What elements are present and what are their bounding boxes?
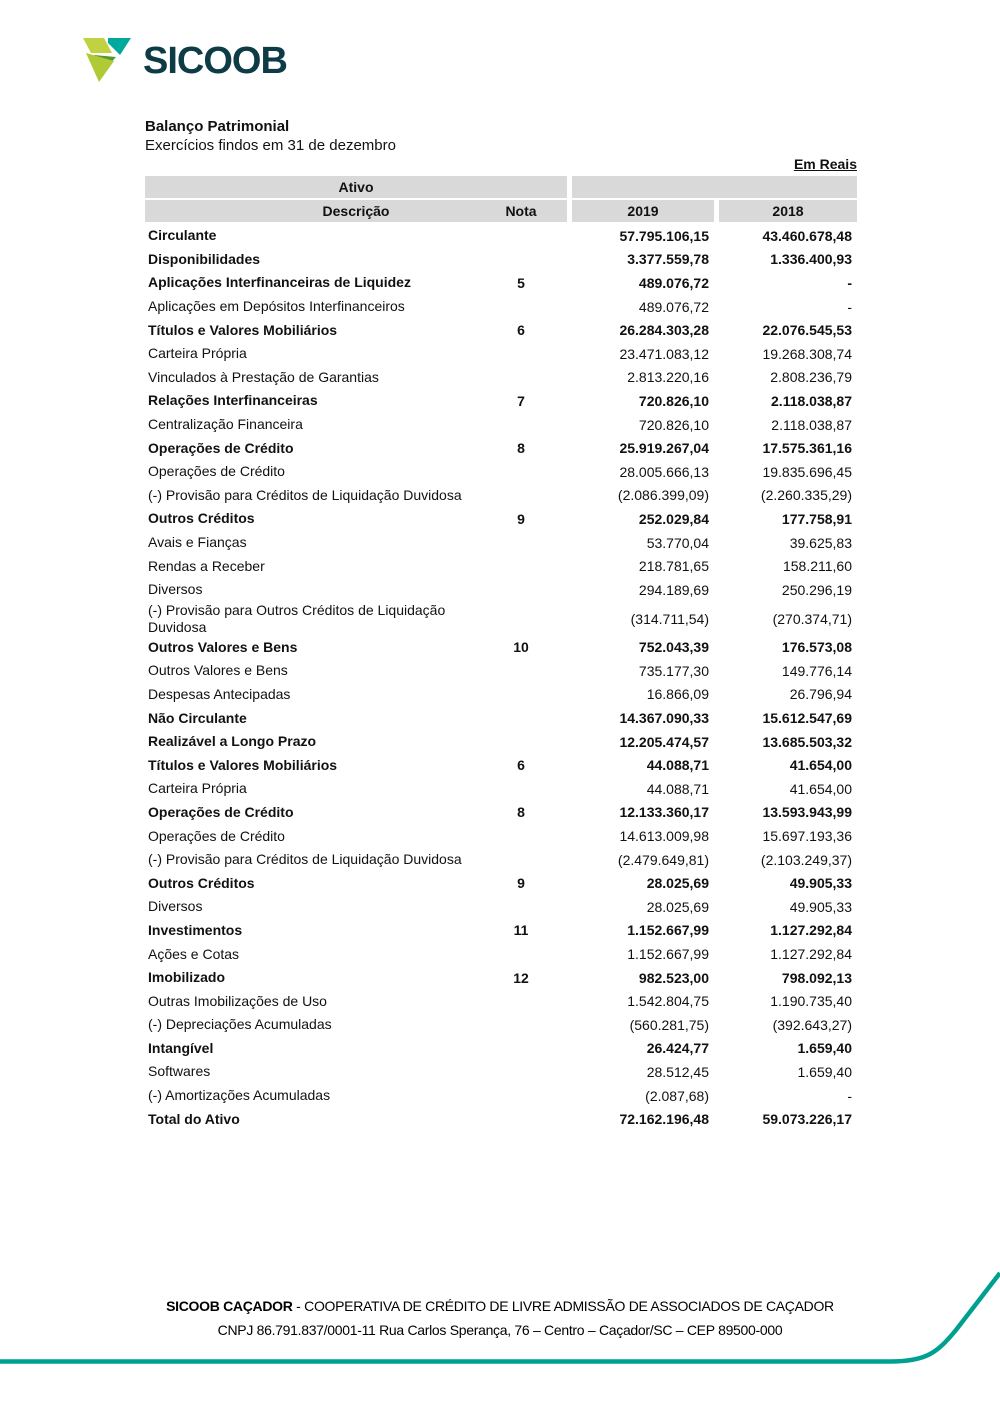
balance-sheet-table: [145, 176, 857, 1131]
table-row: [145, 1037, 857, 1061]
row-value-2018: 15.612.547,69: [762, 710, 852, 727]
row-value-2019: 2.813.220,16: [627, 369, 709, 386]
row-value-2018: 43.460.678,48: [762, 227, 852, 244]
row-value-2018: 22.076.545,53: [762, 322, 852, 339]
row-value-2018: (2.260.335,29): [760, 487, 852, 504]
page-title: Balanço Patrimonial: [145, 118, 290, 135]
row-description: Não Circulante: [148, 709, 247, 726]
row-description: Intangível: [148, 1039, 214, 1056]
sicoob-logo-icon: [80, 38, 134, 84]
row-description: Total do Ativo: [148, 1110, 240, 1127]
row-value-2019: (314.711,54): [630, 610, 709, 627]
footer-line-2: CNPJ 86.791.837/0001-11 Rua Carlos Sperança, 76 – Centro – Caçador/SC – CEP 89500-000: [217, 1322, 783, 1338]
row-note: 6: [517, 757, 525, 774]
table-row: [145, 871, 857, 895]
table-row: [145, 966, 857, 990]
row-value-2019: 28.025,69: [646, 875, 709, 892]
col-header-descricao: Descrição: [322, 203, 390, 219]
table-row: [145, 1107, 857, 1131]
table-row: [145, 636, 857, 660]
row-value-2019: 218.781,65: [638, 558, 709, 575]
row-description: Imobilizado: [148, 969, 225, 986]
row-description: (-) Provisão para Outros Créditos de Liquidação Duvidosa: [148, 601, 446, 635]
row-value-2018: -: [847, 274, 852, 291]
footer-org-rest: - COOPERATIVA DE CRÉDITO DE LIVRE ADMISSÃO DE ASSOCIADOS DE CAÇADOR: [292, 1298, 834, 1314]
row-description: Vinculados à Prestação de Garantias: [148, 368, 379, 385]
row-value-2019: 44.088,71: [646, 757, 709, 774]
row-value-2019: 28.512,45: [646, 1063, 709, 1080]
row-note: 12: [513, 969, 529, 986]
row-value-2018: 2.118.038,87: [771, 416, 852, 433]
table-row: [145, 366, 857, 390]
row-value-2018: 26.796,94: [789, 686, 852, 703]
row-value-2019: (2.479.649,81): [617, 851, 709, 868]
row-value-2019: 25.919.267,04: [619, 440, 709, 457]
table-row: [145, 531, 857, 555]
row-description: Rendas a Receber: [148, 557, 265, 574]
row-value-2018: 158.211,60: [782, 558, 852, 575]
table-row: [145, 824, 857, 848]
row-description: Relações Interfinanceiras: [148, 392, 318, 409]
brand-name: SICOOB: [143, 40, 287, 82]
row-description: Títulos e Valores Mobiliários: [148, 321, 338, 338]
row-description: (-) Provisão para Créditos de Liquidação Duvidosa: [148, 851, 462, 868]
row-value-2018: 49.905,33: [789, 898, 852, 915]
table-row: [145, 436, 857, 460]
row-value-2018: 1.336.400,93: [770, 251, 852, 268]
table-row: [145, 1060, 857, 1084]
row-description: Operações de Crédito: [148, 803, 294, 820]
row-note: 7: [517, 392, 525, 409]
table-row: [145, 777, 857, 801]
row-value-2018: 19.835.696,45: [762, 463, 852, 480]
table-row: [145, 224, 857, 248]
row-description: Disponibilidades: [148, 250, 261, 267]
row-value-2019: 3.377.559,78: [627, 251, 709, 268]
group-header-ativo: Ativo: [145, 176, 567, 198]
row-note: 6: [517, 322, 525, 339]
table-row: [145, 578, 857, 602]
table-row: [145, 753, 857, 777]
table-row: [145, 602, 857, 636]
row-description: (-) Amortizações Acumuladas: [148, 1087, 331, 1104]
row-value-2018: 149.776,14: [781, 662, 852, 679]
table-row: [145, 1084, 857, 1108]
row-note: 8: [517, 440, 525, 457]
row-value-2018: 41.654,00: [789, 757, 852, 774]
row-description: Operações de Crédito: [148, 439, 294, 456]
row-description: Centralização Financeira: [148, 416, 303, 433]
row-value-2018: 13.685.503,32: [762, 733, 852, 750]
row-value-2018: 1.659,40: [797, 1063, 852, 1080]
table-row: [145, 318, 857, 342]
row-description: Outros Valores e Bens: [148, 638, 298, 655]
row-value-2018: 39.625,83: [789, 534, 852, 551]
row-value-2018: 59.073.226,17: [762, 1111, 852, 1128]
row-description: Operações de Crédito: [148, 827, 285, 844]
row-description: Carteira Própria: [148, 345, 247, 362]
table-row: [145, 342, 857, 366]
row-note: 10: [513, 639, 529, 656]
row-description: Despesas Antecipadas: [148, 685, 291, 702]
table-row: [145, 507, 857, 531]
row-value-2019: 752.043,39: [638, 639, 709, 656]
row-value-2018: (270.374,71): [772, 610, 852, 627]
row-value-2018: 17.575.361,16: [762, 440, 852, 457]
row-value-2018: 13.593.943,99: [762, 804, 852, 821]
row-value-2018: 177.758,91: [781, 510, 852, 527]
row-description: Outras Imobilizações de Uso: [148, 992, 327, 1009]
row-description: Realizável a Longo Prazo: [148, 733, 317, 750]
row-value-2019: 489.076,72: [638, 298, 709, 315]
row-value-2019: 26.424,77: [646, 1040, 709, 1057]
table-column-header-row: [145, 200, 857, 222]
row-description: Operações de Crédito: [148, 463, 285, 480]
row-description: Outros Valores e Bens: [148, 662, 288, 679]
row-description: (-) Depreciações Acumuladas: [148, 1016, 332, 1033]
table-row: [145, 389, 857, 413]
row-value-2018: -: [847, 298, 852, 315]
table-row: [145, 1013, 857, 1037]
row-value-2019: 720.826,10: [638, 416, 709, 433]
table-row: [145, 554, 857, 578]
table-row: [145, 248, 857, 272]
row-value-2018: (392.643,27): [772, 1016, 852, 1033]
row-description: Outros Créditos: [148, 874, 255, 891]
table-row: [145, 942, 857, 966]
title-block: [145, 117, 396, 155]
sicoob-logo: [80, 38, 287, 84]
row-value-2019: (2.087,68): [645, 1087, 709, 1104]
row-value-2019: 1.152.667,99: [627, 922, 709, 939]
row-value-2018: 176.573,08: [781, 639, 852, 656]
row-description: Softwares: [148, 1063, 211, 1080]
table-row: [145, 271, 857, 295]
col-header-nota: Nota: [505, 203, 537, 219]
row-description: (-) Provisão para Créditos de Liquidação Duvidosa: [148, 486, 462, 503]
row-value-2019: 294.189,69: [638, 581, 709, 598]
row-value-2019: 14.613.009,98: [619, 828, 709, 845]
row-value-2018: 798.092,13: [781, 969, 852, 986]
row-description: Aplicações em Depósitos Interfinanceiros: [148, 298, 405, 315]
table-row: [145, 730, 857, 754]
row-value-2018: 250.296,19: [781, 581, 852, 598]
table-body: [145, 224, 857, 1131]
row-value-2018: 1.190.735,40: [770, 993, 852, 1010]
row-value-2018: 2.118.038,87: [771, 392, 852, 409]
row-value-2019: 26.284.303,28: [619, 322, 709, 339]
table-row: [145, 484, 857, 508]
footer-org-name: SICOOB CAÇADOR: [166, 1298, 293, 1314]
col-header-description-cell: [145, 200, 567, 222]
row-value-2019: 735.177,30: [638, 662, 709, 679]
row-value-2019: 53.770,04: [646, 534, 709, 551]
row-value-2019: 28.005.666,13: [619, 463, 709, 480]
row-value-2019: 982.523,00: [638, 969, 709, 986]
row-note: 9: [517, 875, 525, 892]
table-row: [145, 919, 857, 943]
row-value-2018: 1.659,40: [797, 1040, 852, 1057]
row-value-2019: 1.152.667,99: [627, 946, 709, 963]
row-description: Títulos e Valores Mobiliários: [148, 756, 338, 773]
currency-note: Em Reais: [793, 156, 857, 172]
decorative-swoosh: [0, 1250, 1000, 1380]
row-value-2019: 12.133.360,17: [619, 804, 709, 821]
row-value-2019: 72.162.196,48: [619, 1111, 709, 1128]
table-group-header-row: [145, 176, 857, 198]
row-description: Circulante: [148, 227, 217, 244]
table-row: [145, 413, 857, 437]
row-value-2018: (2.103.249,37): [760, 851, 852, 868]
row-description: Avais e Fianças: [148, 534, 247, 551]
table-row: [145, 460, 857, 484]
page-subtitle: Exercícios findos em 31 de dezembro: [145, 137, 396, 154]
row-value-2019: 28.025,69: [646, 898, 709, 915]
row-value-2019: (560.281,75): [629, 1016, 709, 1033]
row-description: Diversos: [148, 898, 203, 915]
row-value-2018: 1.127.292,84: [770, 922, 852, 939]
row-description: Aplicações Interfinanceiras de Liquidez: [148, 274, 411, 291]
group-header-values-cell: [572, 176, 857, 198]
row-note: 9: [517, 510, 525, 527]
table-row: [145, 895, 857, 919]
row-note: 8: [517, 804, 525, 821]
row-value-2019: (2.086.399,09): [617, 487, 709, 504]
row-value-2019: 44.088,71: [646, 780, 709, 797]
row-value-2019: 57.795.106,15: [619, 227, 709, 244]
table-row: [145, 989, 857, 1013]
row-value-2018: 49.905,33: [789, 875, 852, 892]
row-value-2019: 16.866,09: [646, 686, 709, 703]
table-row: [145, 683, 857, 707]
row-value-2018: 2.808.236,79: [770, 369, 852, 386]
table-row: [145, 848, 857, 872]
col-header-2019: 2019: [572, 200, 714, 222]
row-value-2019: 252.029,84: [638, 510, 709, 527]
table-row: [145, 801, 857, 825]
row-description: Carteira Própria: [148, 780, 247, 797]
row-note: 11: [513, 922, 529, 939]
row-value-2018: 15.697.193,36: [762, 828, 852, 845]
row-value-2019: 23.471.083,12: [619, 345, 709, 362]
table-row: [145, 659, 857, 683]
row-note: 5: [517, 274, 525, 291]
table-row: [145, 706, 857, 730]
row-value-2019: 12.205.474,57: [619, 733, 709, 750]
row-description: Investimentos: [148, 921, 243, 938]
row-value-2019: 489.076,72: [638, 274, 709, 291]
row-value-2018: 19.268.308,74: [762, 345, 852, 362]
row-description: Outros Créditos: [148, 510, 255, 527]
row-value-2018: -: [847, 1087, 852, 1104]
row-value-2019: 14.367.090,33: [619, 710, 709, 727]
row-description: Diversos: [148, 581, 203, 598]
col-header-2018: 2018: [719, 200, 857, 222]
row-value-2018: 1.127.292,84: [770, 946, 852, 963]
row-value-2019: 720.826,10: [638, 392, 709, 409]
row-value-2018: 41.654,00: [789, 780, 852, 797]
row-description: Ações e Cotas: [148, 945, 240, 962]
table-row: [145, 295, 857, 319]
row-value-2019: 1.542.804,75: [627, 993, 709, 1010]
